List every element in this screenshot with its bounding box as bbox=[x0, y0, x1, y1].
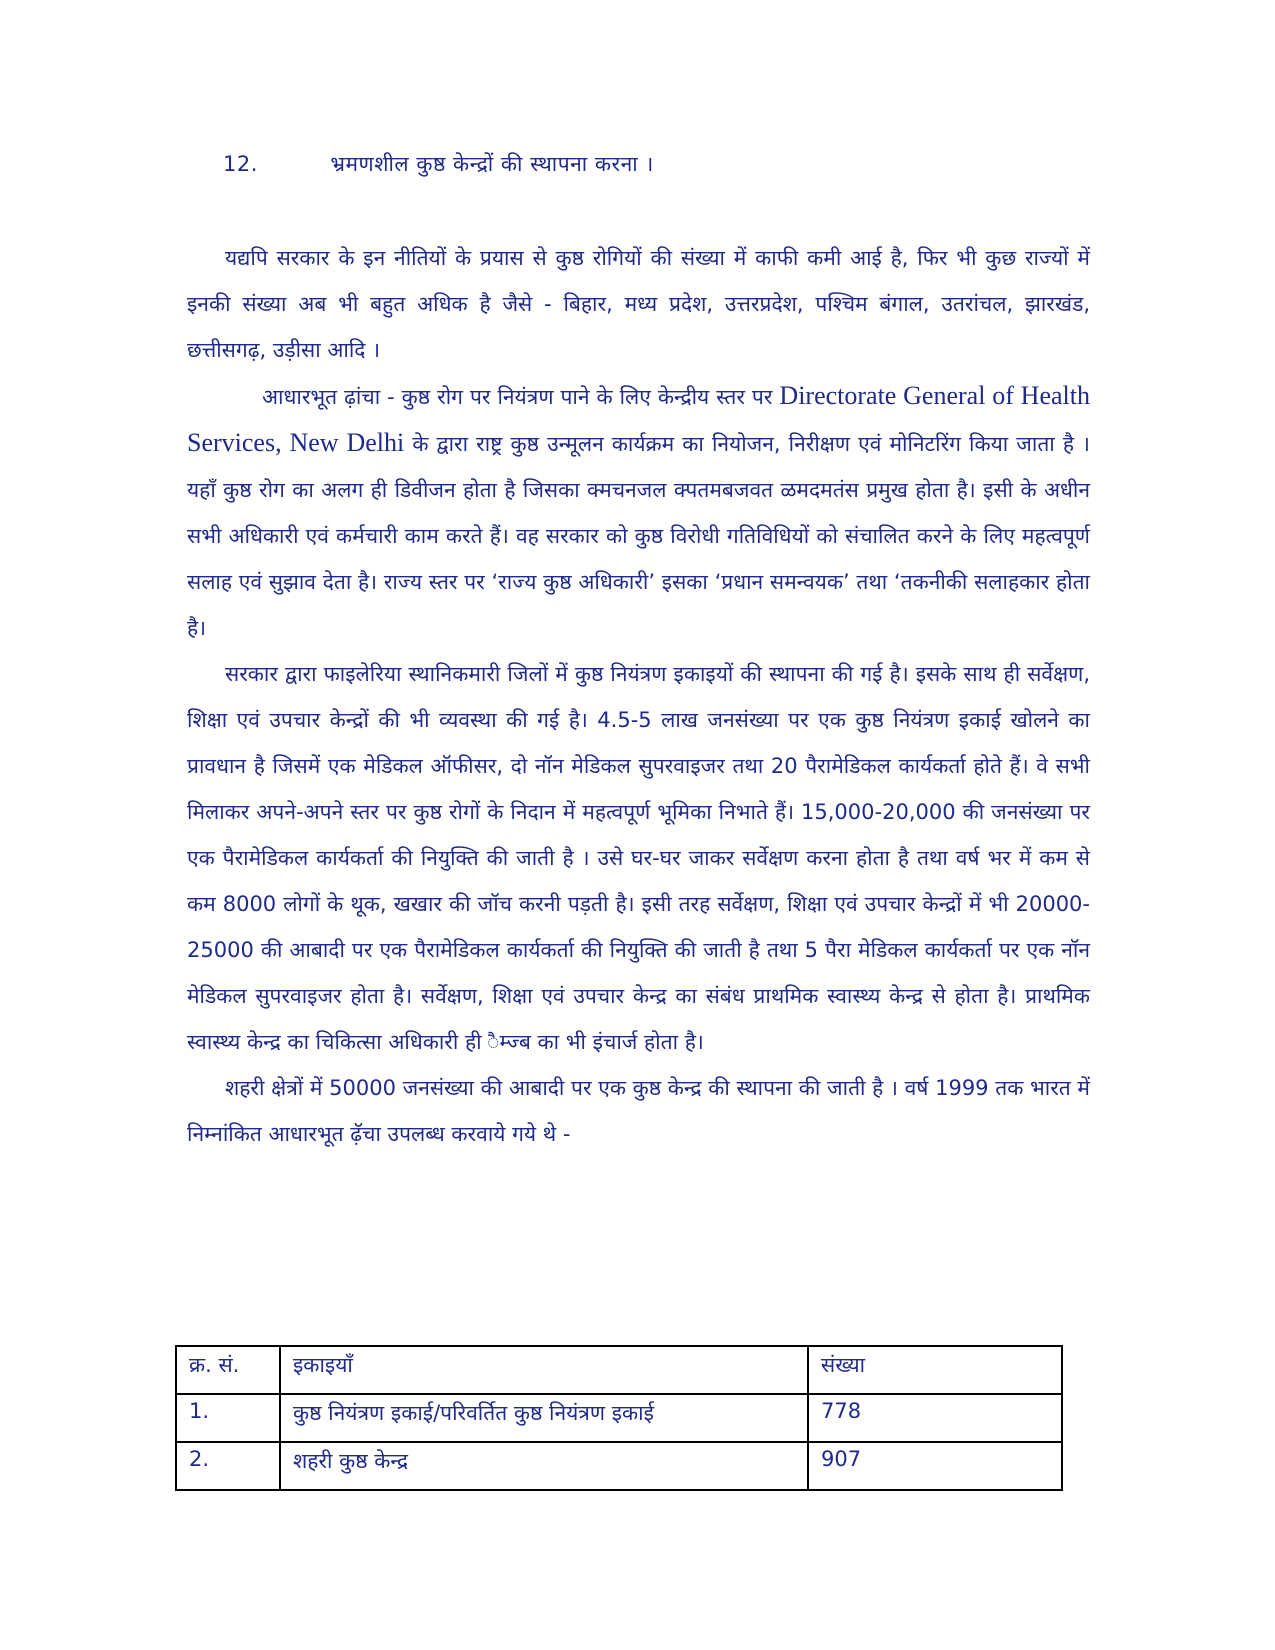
header-serial: क्र. सं. bbox=[176, 1346, 280, 1394]
row-serial: 1. bbox=[176, 1394, 280, 1442]
row-unit: शहरी कुष्ठ केन्द्र bbox=[280, 1442, 808, 1490]
paragraph-1: यद्यपि सरकार के इन नीतियों के प्रयास से कुष्ठ रोगियों की संख्या में काफी कमी आई है, फिर भी कुछ राज्यों में इनकी संख्या अब भी बहुत अधिक है जैसे - बिहार, मध्य प्रदेश, उत्तरप्रदेश, पश्चिम बंगाल, उतरांचल, झारखंड, छत्तीसगढ़, उड़ीसा आदि । bbox=[187, 246, 1090, 362]
table-header-row bbox=[176, 1346, 1062, 1394]
paragraph-3: सरकार द्वारा फाइलेरिया स्थानिकमारी जिलों में कुष्ठ नियंत्रण इकाइयों की स्थापना की गई है। इसके साथ ही सर्वेक्षण, शिक्षा एवं उपचार केन्द्रों की भी व्यवस्था की गई है। 4.5-5 लाख जनसंख्या पर एक कुष्ठ नियंत्रण इकाई खोलने का प्रावधान है जिसमें एक मेडिकल ऑफीसर, दो नॉन मेडिकल सुपरवाइजर तथा 20 पैरामेडिकल कार्यकर्ता होते हैं। वे सभी मिलाकर अपने-अपने स्तर पर कुष्ठ रोगों के निदान में महत्वपूर्ण भूमिका निभाते हैं। 15,000-20,000 की जनसंख्या पर एक पैरामेडिकल कार्यकर्ता की नियुक्ति की जाती है । उसे घर-घर जाकर सर्वेक्षण करना होता है तथा वर्ष भर में कम से कम 8000 लोगों के थूक, खखार की जॉच करनी पड़ती है। इसी तरह सर्वेक्षण, शिक्षा एवं उपचार केन्द्रों में भी 20000-25000 की आबादी पर एक पैरामेडिकल कार्यकर्ता की नियुक्ति की जाती है तथा 5 पैरा मेडिकल कार्यकर्ता पर एक नॉन मेडिकल सुपरवाइजर होता है। सर्वेक्षण, शिक्षा एवं उपचार केन्द्र का संबंध प्राथमिक स्वास्थ्य केन्द्र से होता है। प्राथमिक स्वास्थ्य केन्द्र का चिकित्सा अधिकारी ही ैम्ज्ब का भी इंचार्ज होता है। bbox=[187, 662, 1090, 1054]
section-number: 12. bbox=[223, 152, 258, 176]
section-title: भ्रमणशील कुष्ठ केन्द्रों की स्थापना करना । bbox=[330, 152, 654, 176]
row-serial: 2. bbox=[176, 1442, 280, 1490]
paragraph-2-rest: के द्वारा राष्ट्र कुष्ठ उन्मूलन कार्यक्रम का नियोजन, निरीक्षण एवं मोनिटरिंग किया जाता है । यहाँ कुष्ठ रोग का अलग ही डिवीजन होता है जिसका क्मचनजल क्पतमबजवत ळमदमतंस प्रमुख होता है। इसी के अधीन सभी अधिकारी एवं कर्मचारी काम करते हैं। वह सरकार को कुष्ठ विरोधी गतिविधियों को संचालित करने के लिए महत्वपूर्ण सलाह एवं सुझाव देता है। राज्य स्तर पर ‘राज्य कुष्ठ अधिकारी’ इसका ‘प्रधान समन्वयक’ तथा ‘तकनीकी सलाहकार होता है। bbox=[187, 432, 1091, 640]
paragraph-2-start: आधारभूत ढ़ांचा - कुष्ठ रोग पर नियंत्रण पाने के लिए केन्द्रीय स्तर पर bbox=[262, 385, 773, 409]
header-units: इकाइयाँ bbox=[280, 1346, 808, 1394]
section-heading bbox=[223, 150, 654, 178]
paragraph-4: शहरी क्षेत्रों में 50000 जनसंख्या की आबादी पर एक कुष्ठ केन्द्र की स्थापना की जाती है । वर्ष 1999 तक भारत में निम्नांकित आधारभूत ढ़ॅचा उपलब्ध करवाये गये थे - bbox=[187, 1076, 1090, 1146]
paragraph-2 bbox=[187, 373, 1090, 651]
table-row bbox=[176, 1442, 1062, 1490]
infrastructure-table bbox=[175, 1345, 1063, 1491]
table-row bbox=[176, 1394, 1062, 1442]
document-body bbox=[187, 235, 1090, 1157]
row-unit: कुष्ठ नियंत्रण इकाई/परिवर्तित कुष्ठ नियंत्रण इकाई bbox=[280, 1394, 808, 1442]
header-count: संख्या bbox=[808, 1346, 1062, 1394]
row-count: 778 bbox=[808, 1394, 1062, 1442]
row-count: 907 bbox=[808, 1442, 1062, 1490]
directorate-name: Directorate General of Health Services, New Delhi bbox=[187, 381, 1090, 457]
